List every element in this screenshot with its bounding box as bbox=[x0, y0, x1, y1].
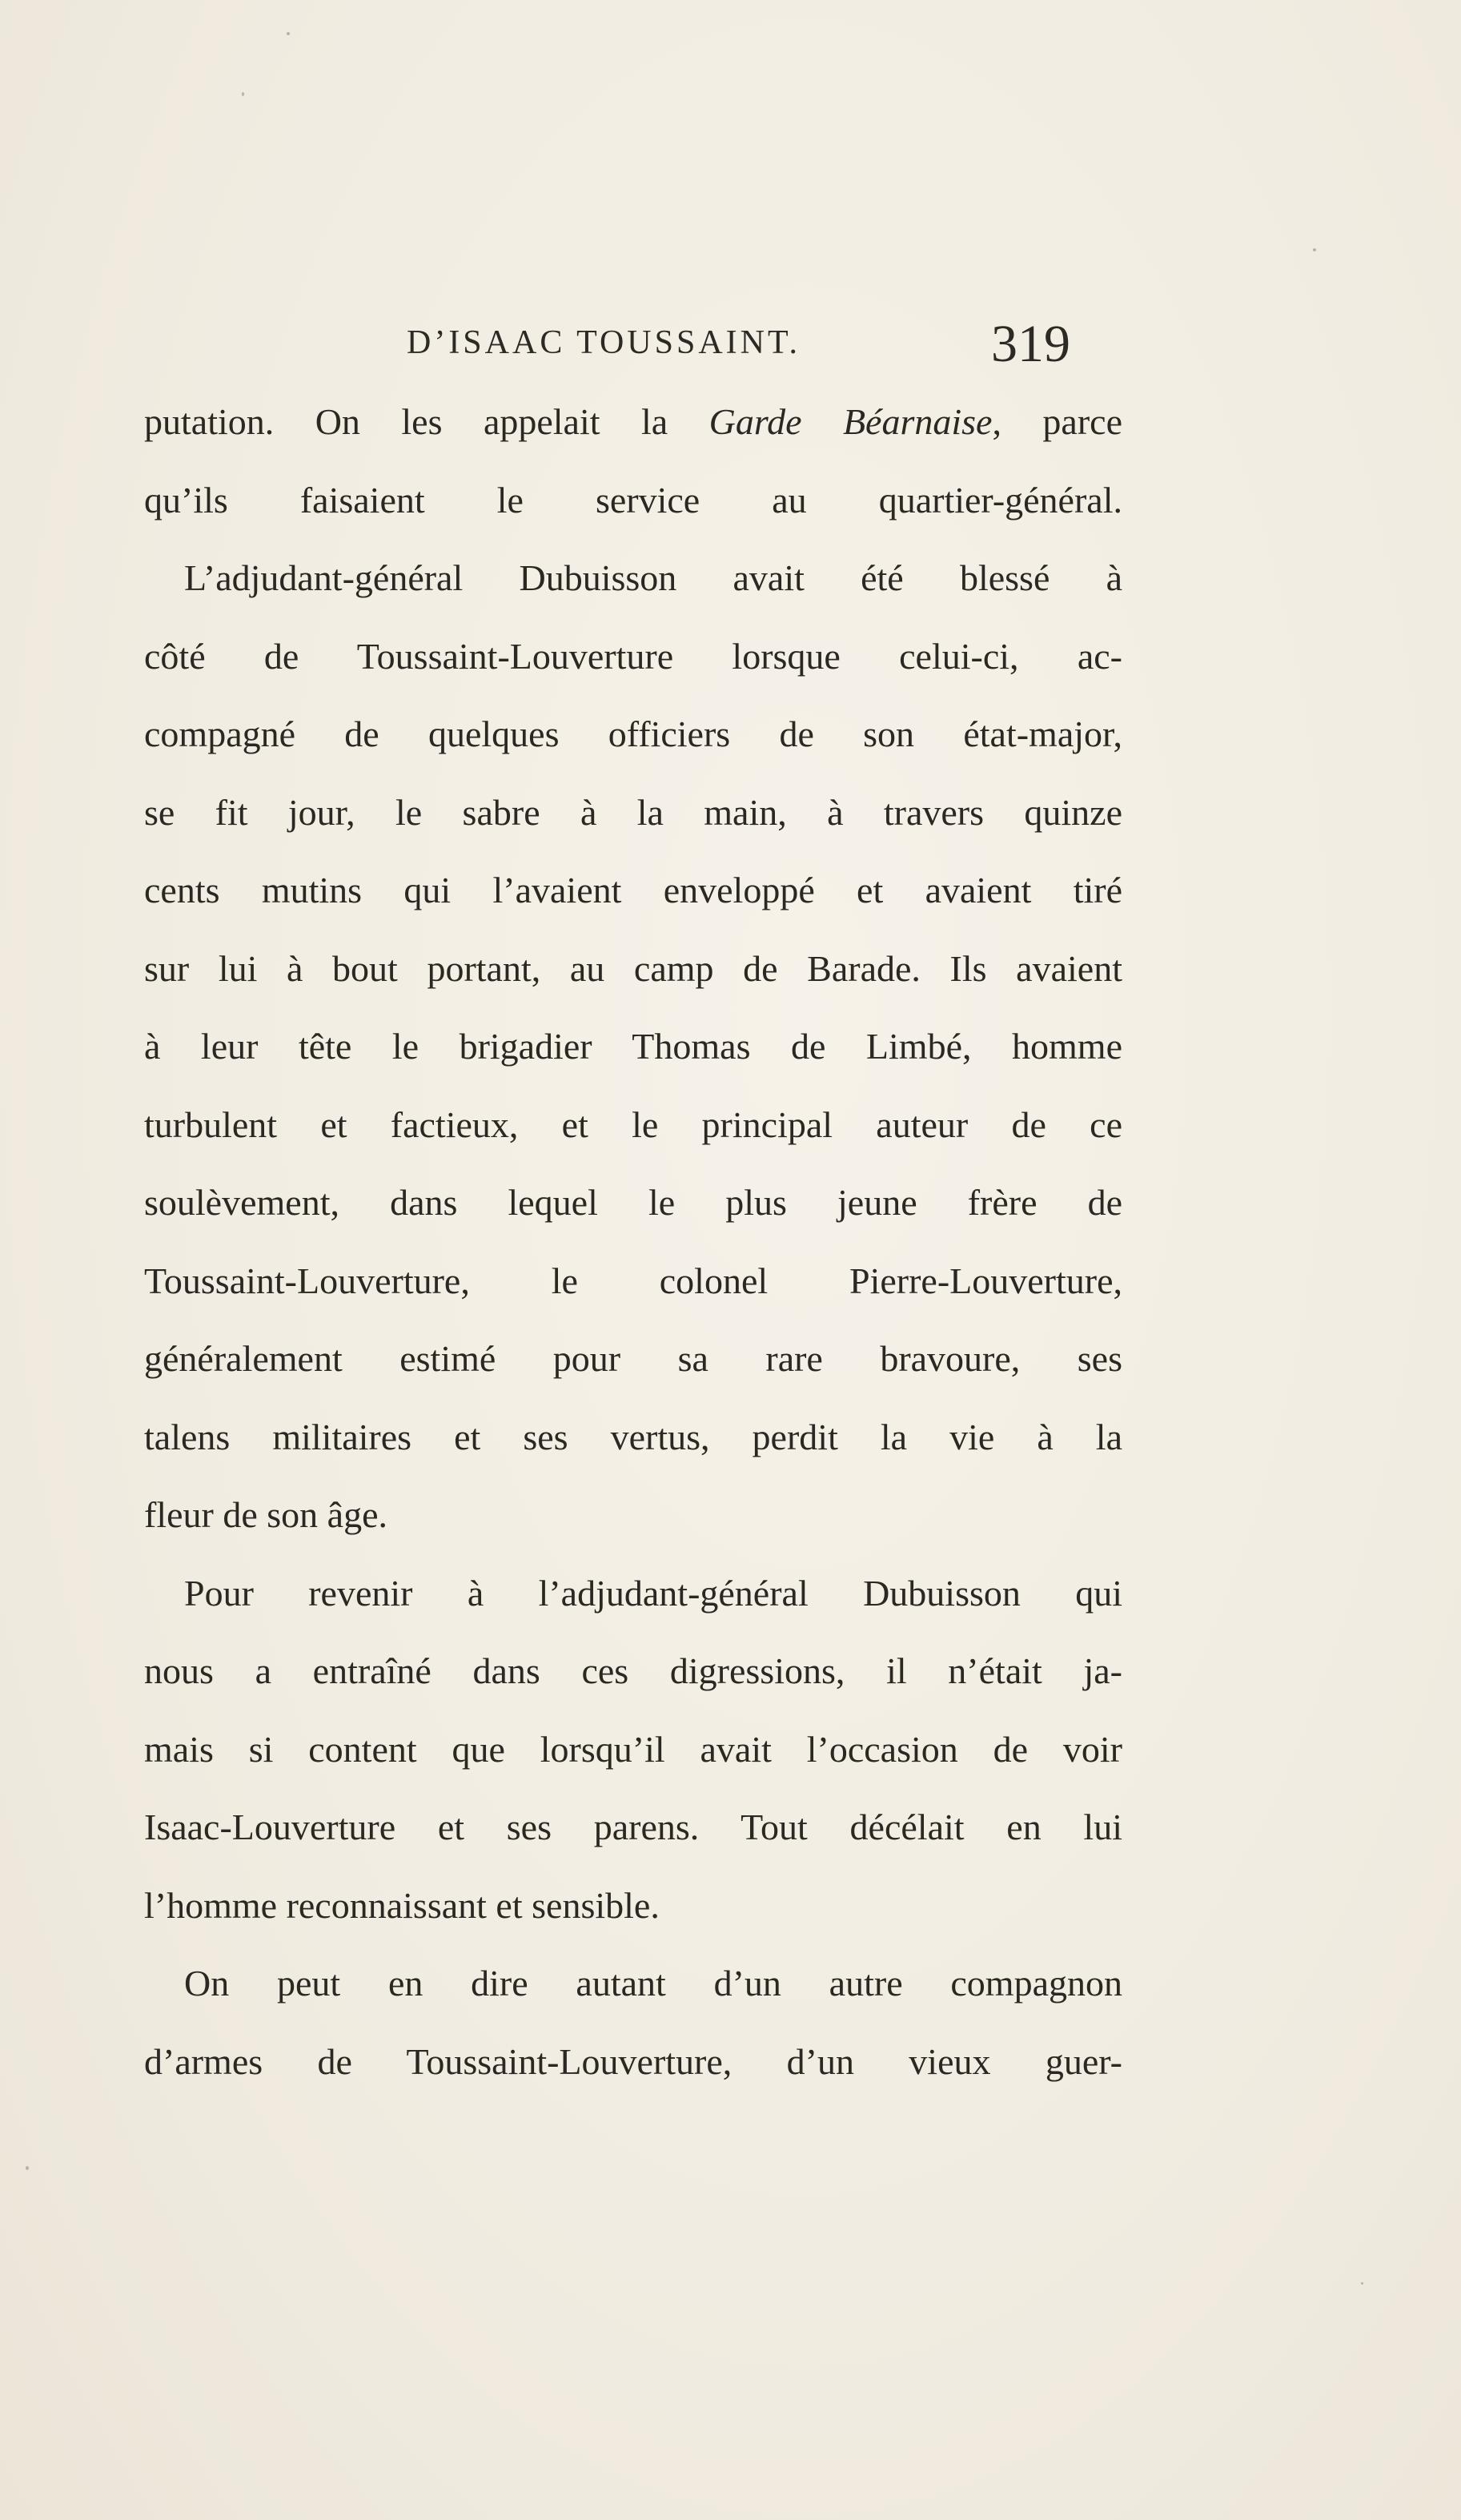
paper-speck bbox=[26, 2166, 29, 2170]
italic-phrase: Garde Béarnaise bbox=[708, 401, 993, 442]
text-line: côté de Toussaint-Louverture lorsque celui-ci, ac- bbox=[144, 635, 1122, 677]
text-line: sur lui à bout portant, au camp de Barade. Ils avaient bbox=[144, 947, 1122, 989]
text-line: Isaac-Louverture et ses parens. Tout décélait en lui bbox=[144, 1807, 1122, 1847]
text-line: On peut en dire autant d’un autre compagnon bbox=[184, 1963, 1122, 2004]
text-line: soulèvement, dans lequel le plus jeune frère de bbox=[144, 1182, 1122, 1223]
text-line: nous a entraîné dans ces digressions, il n’était ja- bbox=[144, 1650, 1122, 1691]
paper-speck bbox=[287, 32, 290, 35]
text-line: généralement estimé pour sa rare bravoure, ses bbox=[144, 1338, 1122, 1379]
paper-speck bbox=[1361, 2282, 1363, 2285]
text-line: l’homme reconnaissant et sensible. bbox=[144, 1884, 660, 1926]
text-line: fleur de son âge. bbox=[144, 1494, 387, 1535]
running-head: D’ISAAC TOUSSAINT. bbox=[407, 324, 801, 361]
paper-speck bbox=[1313, 248, 1316, 251]
text-line: turbulent et factieux, et le principal auteur de ce bbox=[144, 1103, 1122, 1145]
text-line: qu’ils faisaient le service au quartier-général. bbox=[144, 479, 1122, 520]
text-line: putation. On les appelait la Garde Béarnaise, parce bbox=[144, 401, 1122, 442]
text-line: talens militaires et ses vertus, perdit la vie à la bbox=[144, 1416, 1122, 1457]
text-line: Toussaint-Louverture, le colonel Pierre-Louverture, bbox=[144, 1260, 1122, 1301]
text-line: d’armes de Toussaint-Louverture, d’un vieux guer- bbox=[144, 2040, 1122, 2082]
page-number: 319 bbox=[991, 315, 1070, 373]
paper-speck bbox=[242, 92, 244, 96]
page-header bbox=[0, 314, 1461, 386]
text-line: L’adjudant-général Dubuisson avait été blessé à bbox=[184, 557, 1122, 598]
text-line: compagné de quelques officiers de son état-major, bbox=[144, 713, 1122, 754]
body-text bbox=[144, 383, 1122, 2100]
text-line: mais si content que lorsqu’il avait l’occasion de voir bbox=[144, 1728, 1122, 1770]
text-line: à leur tête le brigadier Thomas de Limbé, homme bbox=[144, 1026, 1122, 1067]
text-line: Pour revenir à l’adjudant-général Dubuisson qui bbox=[184, 1572, 1122, 1614]
text-line: cents mutins qui l’avaient enveloppé et avaient tiré bbox=[144, 870, 1122, 910]
text-line: se fit jour, le sabre à la main, à travers quinze bbox=[144, 791, 1122, 833]
